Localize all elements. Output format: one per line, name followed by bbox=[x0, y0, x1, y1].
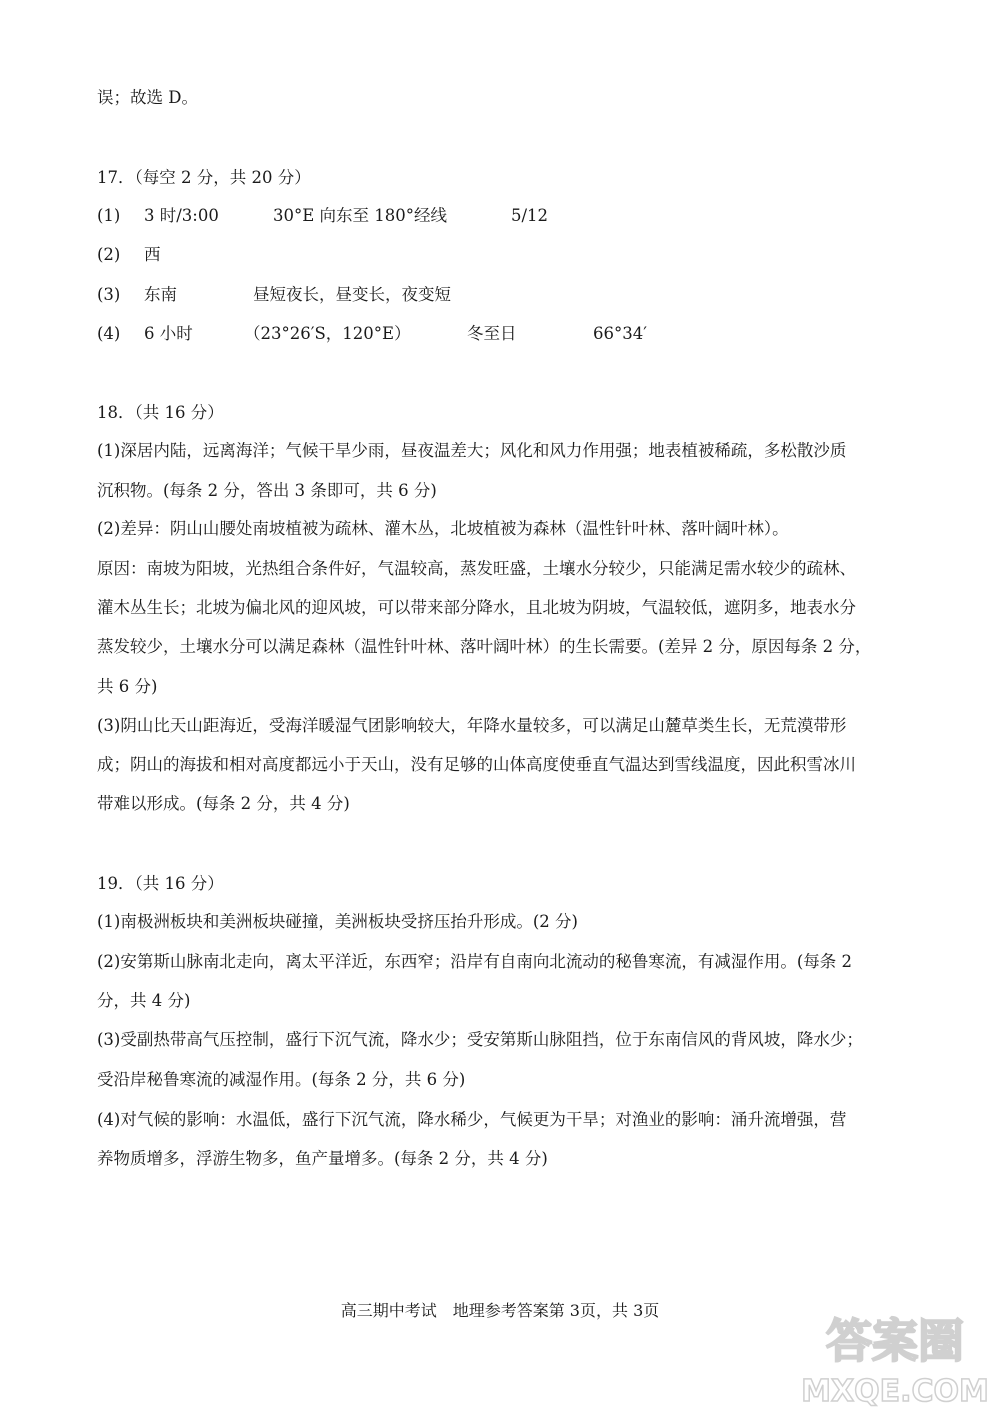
q19-line: (2)安第斯山脉南北走向，离太平洋近，东西窄；沿岸有自南向北流动的秘鲁寒流，有减湿作用。(每条 2 bbox=[97, 952, 853, 971]
q18-line: 带难以形成。(每条 2 分，共 4 分) bbox=[97, 794, 350, 813]
q19-line: (3)受副热带高气压控制，盛行下沉气流，降水少；受安第斯山脉阻挡，位于东南信风的背风坡，降水少； bbox=[97, 1030, 863, 1049]
q17-answer-b: （23°26′S，120°E） bbox=[244, 324, 411, 343]
q19-line: 养物质增多，浮游生物多，鱼产量增多。(每条 2 分，共 4 分) bbox=[97, 1149, 548, 1168]
q17-answer-a: 西 bbox=[144, 245, 161, 264]
q17-answer-c: 5/12 bbox=[511, 206, 549, 225]
q18-line: 共 6 分) bbox=[97, 677, 158, 696]
q19-line: 受沿岸秘鲁寒流的减湿作用。(每条 2 分，共 6 分) bbox=[97, 1070, 466, 1089]
q18-line: 蒸发较少，土壤水分可以满足森林（温性针叶林、落叶阔叶林）的生长需要。(差异 2 分，原因每条 2 分， bbox=[97, 637, 872, 656]
watermark-bottom-text: MXQE.COM bbox=[801, 1374, 989, 1409]
watermark-logo bbox=[800, 1305, 990, 1410]
q19-header: 19．（共 16 分） bbox=[97, 874, 224, 893]
q17-answer-a: 3 时/3:00 bbox=[144, 206, 219, 225]
q18-header: 18．（共 16 分） bbox=[97, 403, 224, 422]
q17-row-num: (4) bbox=[97, 324, 121, 343]
q17-row-num: (3) bbox=[97, 285, 121, 304]
q17-answer-c: 冬至日 bbox=[467, 324, 517, 343]
q17-answer-a: 东南 bbox=[144, 285, 177, 304]
q18-line: 原因：南坡为阳坡，光热组合条件好，气温较高，蒸发旺盛，土壤水分较少，只能满足需水较少的疏林、 bbox=[97, 559, 856, 578]
q19-line: (1)南极洲板块和美洲板块碰撞，美洲板块受挤压抬升形成。(2 分) bbox=[97, 912, 578, 931]
previous-answer-tail: 误；故选 D。 bbox=[97, 88, 198, 107]
q17-row-num: (2) bbox=[97, 245, 121, 264]
page-footer: 高三期中考试 地理参考答案第 3页，共 3页 bbox=[340, 1301, 660, 1320]
q19-line: (4)对气候的影响：水温低，盛行下沉气流，降水稀少，气候更为干旱；对渔业的影响：涌升流增强，营 bbox=[97, 1110, 847, 1129]
q18-line: 成；阴山的海拔和相对高度都远小于天山，没有足够的山体高度使垂直气温达到雪线温度，因此积雪冰川 bbox=[97, 755, 856, 774]
q17-row-num: (1) bbox=[97, 206, 121, 225]
q17-answer-d: 66°34′ bbox=[593, 324, 647, 343]
q18-line: 沉积物。(每条 2 分，答出 3 条即可，共 6 分) bbox=[97, 481, 437, 500]
q17-answer-b: 30°E 向东至 180°经线 bbox=[273, 206, 448, 225]
q17-header: 17．（每空 2 分，共 20 分） bbox=[97, 168, 311, 187]
q18-line: (2)差异：阴山山腰处南坡植被为疏林、灌木丛，北坡植被为森林（温性针叶林、落叶阔叶林）。 bbox=[97, 519, 789, 538]
q18-line: 灌木丛生长；北坡为偏北风的迎风坡，可以带来部分降水，且北坡为阴坡，气温较低，遮阴多，地表水分 bbox=[97, 598, 856, 617]
q18-line: (1)深居内陆，远离海洋；气候干旱少雨，昼夜温差大；风化和风力作用强；地表植被稀疏，多松散沙质 bbox=[97, 441, 847, 460]
q18-line: (3)阴山比天山距海近，受海洋暖湿气团影响较大，年降水量较多，可以满足山麓草类生长，无荒漠带形 bbox=[97, 716, 847, 735]
q19-line: 分，共 4 分) bbox=[97, 991, 191, 1010]
q17-answer-b: 昼短夜长，昼变长，夜变短 bbox=[253, 285, 451, 304]
q17-answer-a: 6 小时 bbox=[144, 324, 193, 343]
watermark-top-text: 答案圈 bbox=[826, 1314, 964, 1368]
